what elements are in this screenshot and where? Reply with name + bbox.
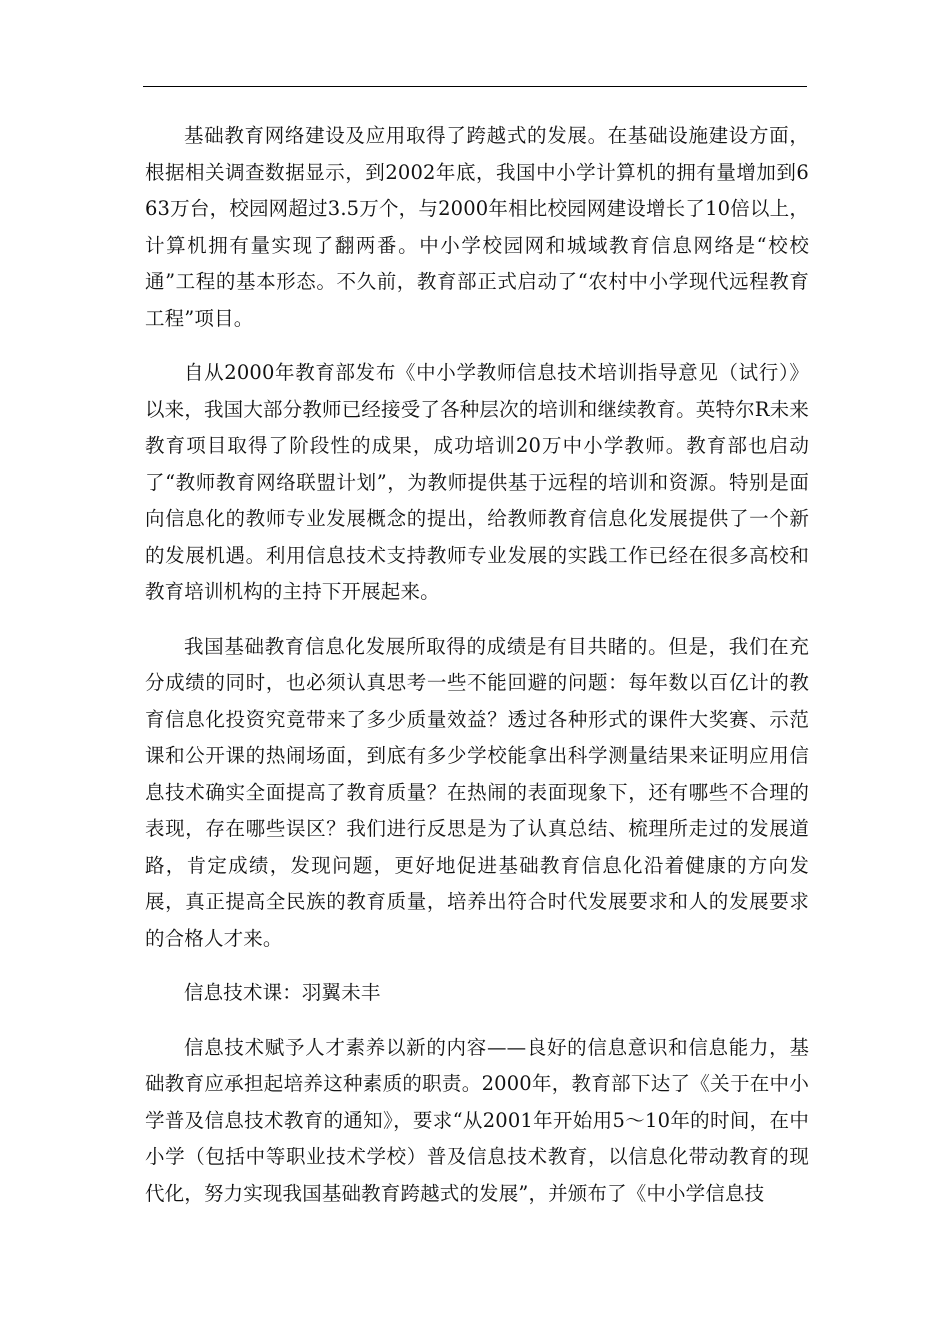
header-rule <box>143 86 807 87</box>
paragraph-it-course: 信息技术赋予人才素养以新的内容——良好的信息意识和信息能力，基础教育应承担起培养这种素质的职责。2000年，教育部下达了《关于在中小学普及信息技术教育的通知》，要求“从2001年开始用5～10年的时间，在中小学（包括中等职业技术学校）普及信息技术教育，以信息化带动教育的现代化，努力实现我国基础教育跨越式的发展”，并颁布了《中小学信息技 <box>145 1035 809 1205</box>
section-heading: 信息技术课：羽翼未丰 <box>184 981 381 1004</box>
paragraph-reflection: 我国基础教育信息化发展所取得的成绩是有目共睹的。但是，我们在充分成绩的同时，也必须认真思考一些不能回避的问题：每年数以百亿计的教育信息化投资究竟带来了多少质量效益？透过各种形式的课件大奖赛、示范课和公开课的热闹场面，到底有多少学校能拿出科学测量结果来证明应用信息技术确实全面提高了教育质量？在热闹的表面现象下，还有哪些不合理的表现，存在哪些误区？我们进行反思是为了认真总结、梳理所走过的发展道路，肯定成绩，发现问题，更好地促进基础教育信息化沿着健康的方向发展，真正提高全民族的教育质量，培养出符合时代发展要求和人的发展要求的合格人才来。 <box>145 634 809 950</box>
paragraph-network-development: 基础教育网络建设及应用取得了跨越式的发展。在基础设施建设方面，根据相关调查数据显示，到2002年底，我国中小学计算机的拥有量增加到663万台，校园网超过3.5万个，与2000年相比校园网建设增长了10倍以上，计算机拥有量实现了翻两番。中小学校园网和城域教育信息网络是“校校通”工程的基本形态。不久前，教育部正式启动了“农村中小学现代远程教育工程”项目。 <box>145 124 809 330</box>
document-body <box>145 118 809 1230</box>
paragraph-teacher-training: 自从2000年教育部发布《中小学教师信息技术培训指导意见（试行）》以来，我国大部分教师已经接受了各种层次的培训和继续教育。英特尔R未来教育项目取得了阶段性的成果，成功培训20万中小学教师。教育部也启动了“教师教育网络联盟计划”，为教师提供基于远程的培训和资源。特别是面向信息化的教师专业发展概念的提出，给教师教育信息化发展提供了一个新的发展机遇。利用信息技术支持教师专业发展的实践工作已经在很多高校和教育培训机构的主持下开展起来。 <box>145 361 809 603</box>
